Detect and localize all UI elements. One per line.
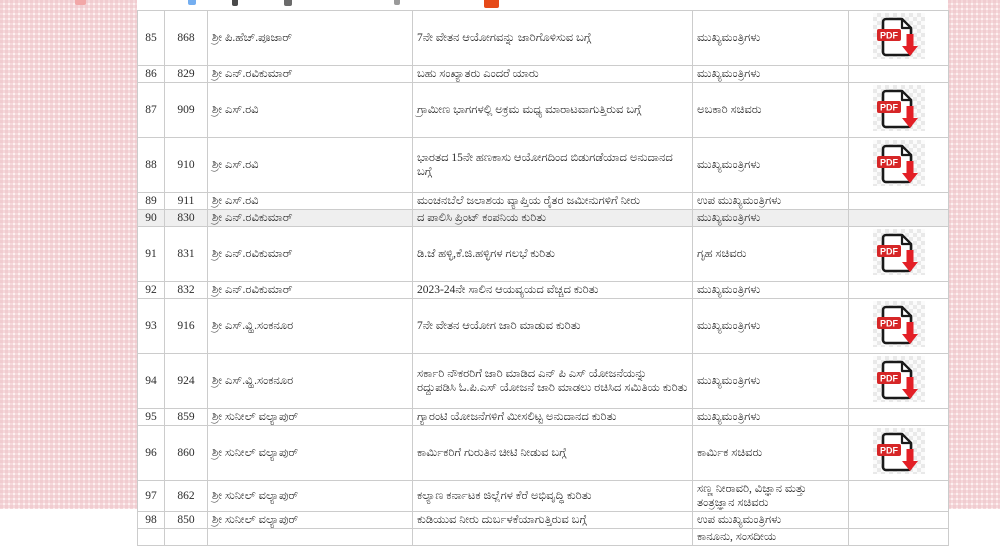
table-row (138, 299, 949, 354)
member-name-cell: ಶ್ರೀ ಎಸ್.ರವಿ (208, 83, 413, 138)
table-row (138, 282, 949, 299)
serial-number-cell: 90 (138, 210, 165, 227)
subject-cell: 7ನೇ ವೇತನ ಆಯೋಗ ಜಾರಿ ಮಾಡುವ ಕುರಿತು (413, 299, 693, 354)
serial-number-cell: 91 (138, 227, 165, 282)
pdf-download-icon[interactable] (873, 13, 925, 59)
member-name-cell (208, 529, 413, 546)
questions-table-container (137, 10, 948, 546)
questions-table-body (138, 11, 949, 546)
question-number-cell: 916 (165, 299, 208, 354)
minister-cell: ಗೃಹ ಸಚಿವರು (693, 227, 849, 282)
minister-cell: ಕಾನೂನು, ಸಂಸದೀಯ (693, 529, 849, 546)
question-number-cell: 924 (165, 354, 208, 409)
minister-cell: ಮುಖ್ಯಮಂತ್ರಿಗಳು (693, 210, 849, 227)
question-number-cell: 862 (165, 481, 208, 512)
pdf-badge-label: PDF (879, 318, 898, 329)
pdf-cell (849, 299, 949, 354)
question-number-cell: 859 (165, 409, 208, 426)
subject-cell: ಕಾರ್ಮಿಕರಿಗೆ ಗುರುತಿನ ಚೀಟಿ ನೀಡುವ ಬಗ್ಗೆ (413, 426, 693, 481)
pdf-cell (849, 529, 949, 546)
table-row (138, 138, 949, 193)
pdf-badge-label: PDF (879, 30, 898, 41)
right-margin-pattern (948, 0, 1000, 509)
minister-cell: ಅಬಕಾರಿ ಸಚಿವರು (693, 83, 849, 138)
minister-cell: ಉಪ ಮುಖ್ಯಮಂತ್ರಿಗಳು (693, 512, 849, 529)
member-name-cell: ಶ್ರೀ ಎಸ್.ರವಿ (208, 193, 413, 210)
serial-number-cell: 96 (138, 426, 165, 481)
cropped-toolbar (0, 0, 1000, 10)
question-number-cell: 860 (165, 426, 208, 481)
minister-cell: ಮುಖ್ಯಮಂತ್ರಿಗಳು (693, 138, 849, 193)
pdf-cell (849, 426, 949, 481)
minister-cell: ಮುಖ್ಯಮಂತ್ರಿಗಳು (693, 354, 849, 409)
pdf-download-icon[interactable] (873, 140, 925, 186)
questions-table (137, 10, 949, 546)
member-name-cell: ಶ್ರೀ ಸುನೀಲ್ ವಲ್ಯಾಪುರ್ (208, 426, 413, 481)
subject-cell: 7ನೇ ವೇತನ ಆಯೋಗವನ್ನು ಜಾರಿಗೊಳಿಸುವ ಬಗ್ಗೆ (413, 11, 693, 66)
minister-cell: ಸಣ್ಣ ನೀರಾವರಿ, ವಿಜ್ಞಾನ ಮತ್ತು ತಂತ್ರಜ್ಞಾನ ಸಚಿವರು (693, 481, 849, 512)
member-name-cell: ಶ್ರೀ ಸುನೀಲ್ ವಲ್ಯಾಪುರ್ (208, 481, 413, 512)
pdf-badge-label: PDF (879, 445, 898, 456)
subject-cell: ಬಹು ಸಂಖ್ಯಾತರು ಎಂದರೆ ಯಾರು (413, 66, 693, 83)
cropped-toolbar-icon[interactable] (188, 0, 196, 5)
subject-cell (413, 529, 693, 546)
pdf-cell (849, 481, 949, 512)
question-number-cell: 831 (165, 227, 208, 282)
table-row (138, 227, 949, 282)
question-number-cell: 829 (165, 66, 208, 83)
pdf-cell (849, 83, 949, 138)
table-row (138, 481, 949, 512)
subject-cell: ಕಲ್ಯಾಣ ಕರ್ನಾಟಕ ಜಿಲ್ಲೆಗಳ ಕೆರೆ ಅಭಿವೃದ್ಧಿ ಕುರಿತು (413, 481, 693, 512)
cropped-toolbar-icon[interactable] (75, 0, 86, 5)
member-name-cell: ಶ್ರೀ ಎನ್.ರವಿಕುಮಾರ್ (208, 210, 413, 227)
subject-cell: ಡಿ.ಜೆ ಹಳ್ಳಿ,ಕೆ.ಜಿ.ಹಳ್ಳಿಗಳ ಗಲಭೆ ಕುರಿತು (413, 227, 693, 282)
serial-number-cell: 98 (138, 512, 165, 529)
question-number-cell (165, 529, 208, 546)
pdf-download-icon[interactable] (873, 428, 925, 474)
pdf-download-icon[interactable] (873, 229, 925, 275)
member-name-cell: ಶ್ರೀ ಎಸ್.ವ್ಹಿ.ಸಂಕನೂರ (208, 354, 413, 409)
pdf-cell (849, 354, 949, 409)
serial-number-cell: 95 (138, 409, 165, 426)
cropped-toolbar-icon[interactable] (394, 0, 400, 5)
table-row (138, 512, 949, 529)
serial-number-cell: 92 (138, 282, 165, 299)
cropped-toolbar-icon[interactable] (484, 0, 499, 8)
pdf-cell (849, 11, 949, 66)
question-number-cell: 850 (165, 512, 208, 529)
table-row (138, 11, 949, 66)
serial-number-cell: 87 (138, 83, 165, 138)
subject-cell: ಗ್ಯಾರಂಟಿ ಯೋಜನೆಗಳಿಗೆ ಮೀಸಲಿಟ್ಟ ಅನುದಾನದ ಕುರಿತು (413, 409, 693, 426)
member-name-cell: ಶ್ರೀ ಎಸ್.ವ್ಹಿ.ಸಂಕನೂರ (208, 299, 413, 354)
question-number-cell: 830 (165, 210, 208, 227)
subject-cell: ಸರ್ಕಾರಿ ನೌಕರರಿಗೆ ಜಾರಿ ಮಾಡಿದ ಎನ್ ಪಿ ಎಸ್ ಯೋಜನೆಯನ್ನು ರದ್ದುಪಡಿಸಿ ಓ.ಪಿ.ಎಸ್ ಯೋಜನೆ ಜಾರಿ ಮಾಡಲು ರಚಿಸಿದ ಸಮಿತಿಯ ಕುರಿತು (413, 354, 693, 409)
subject-cell: ಗ್ರಾಮೀಣ ಭಾಗಗಳಲ್ಲಿ ಅಕ್ರಮ ಮಧ್ಯ ಮಾರಾಟವಾಗುತ್ತಿರುವ ಬಗ್ಗೆ (413, 83, 693, 138)
table-row (138, 354, 949, 409)
table-row (138, 66, 949, 83)
subject-cell: ದ ಪಾಲಿಸಿ ಪ್ರಿಂಟ್ ಕಂಪನಿಯ ಕುರಿತು (413, 210, 693, 227)
minister-cell: ಮುಖ್ಯಮಂತ್ರಿಗಳು (693, 299, 849, 354)
pdf-download-icon[interactable] (873, 85, 925, 131)
table-row (138, 83, 949, 138)
pdf-cell (849, 409, 949, 426)
table-row (138, 426, 949, 481)
pdf-cell (849, 210, 949, 227)
minister-cell: ಮುಖ್ಯಮಂತ್ರಿಗಳು (693, 409, 849, 426)
pdf-badge-label: PDF (879, 246, 898, 257)
table-row (138, 210, 949, 227)
subject-cell: ಕುಡಿಯುವ ನೀರು ದುರ್ಬಳಕೆಯಾಗುತ್ತಿರುವ ಬಗ್ಗೆ (413, 512, 693, 529)
subject-cell: ಭಾರತದ 15ನೇ ಹಣಕಾಸು ಆಯೋಗದಿಂದ ಬಿಡುಗಡೆಯಾದ ಅನುದಾನದ ಬಗ್ಗೆ (413, 138, 693, 193)
pdf-cell (849, 66, 949, 83)
minister-cell: ಮುಖ್ಯಮಂತ್ರಿಗಳು (693, 282, 849, 299)
member-name-cell: ಶ್ರೀ ಎಸ್.ರವಿ (208, 138, 413, 193)
serial-number-cell: 97 (138, 481, 165, 512)
left-margin-pattern (0, 0, 137, 509)
question-number-cell: 832 (165, 282, 208, 299)
subject-cell: ಮಂಚನಬೆಲೆ ಜಲಾಶಯ ವ್ಯಾಪ್ತಿಯ ರೈತರ ಜಮೀನುಗಳಿಗೆ ನೀರು (413, 193, 693, 210)
pdf-badge-label: PDF (879, 102, 898, 113)
subject-cell: 2023-24ನೇ ಸಾಲಿನ ಆಯವ್ಯಯದ ವೆಚ್ಚದ ಕುರಿತು (413, 282, 693, 299)
member-name-cell: ಶ್ರೀ ಎನ್.ರವಿಕುಮಾರ್ (208, 227, 413, 282)
pdf-badge-label: PDF (879, 373, 898, 384)
question-number-cell: 909 (165, 83, 208, 138)
serial-number-cell: 93 (138, 299, 165, 354)
pdf-cell (849, 282, 949, 299)
cropped-toolbar-icon[interactable] (284, 0, 292, 6)
pdf-badge-label: PDF (879, 157, 898, 168)
member-name-cell: ಶ್ರೀ ಎನ್.ರವಿಕುಮಾರ್ (208, 66, 413, 83)
minister-cell: ಮುಖ್ಯಮಂತ್ರಿಗಳು (693, 11, 849, 66)
question-number-cell: 910 (165, 138, 208, 193)
table-row (138, 529, 949, 546)
member-name-cell: ಶ್ರೀ ಪಿ.ಹೆಚ್.ಪೂಜಾರ್ (208, 11, 413, 66)
minister-cell: ಉಪ ಮುಖ್ಯಮಂತ್ರಿಗಳು (693, 193, 849, 210)
serial-number-cell: 88 (138, 138, 165, 193)
question-number-cell: 868 (165, 11, 208, 66)
member-name-cell: ಶ್ರೀ ಎನ್.ರವಿಕುಮಾರ್ (208, 282, 413, 299)
serial-number-cell: 85 (138, 11, 165, 66)
question-number-cell: 911 (165, 193, 208, 210)
member-name-cell: ಶ್ರೀ ಸುನೀಲ್ ವಲ್ಯಾಪುರ್ (208, 512, 413, 529)
pdf-download-icon[interactable] (873, 301, 925, 347)
member-name-cell: ಶ್ರೀ ಸುನೀಲ್ ವಲ್ಯಾಪುರ್ (208, 409, 413, 426)
pdf-cell (849, 227, 949, 282)
serial-number-cell: 89 (138, 193, 165, 210)
table-row (138, 409, 949, 426)
pdf-download-icon[interactable] (873, 356, 925, 402)
pdf-cell (849, 512, 949, 529)
serial-number-cell: 94 (138, 354, 165, 409)
pdf-cell (849, 138, 949, 193)
serial-number-cell (138, 529, 165, 546)
cropped-toolbar-icon[interactable] (232, 0, 238, 6)
pdf-cell (849, 193, 949, 210)
minister-cell: ಕಾರ್ಮಿಕ ಸಚಿವರು (693, 426, 849, 481)
serial-number-cell: 86 (138, 66, 165, 83)
minister-cell: ಮುಖ್ಯಮಂತ್ರಿಗಳು (693, 66, 849, 83)
table-row (138, 193, 949, 210)
